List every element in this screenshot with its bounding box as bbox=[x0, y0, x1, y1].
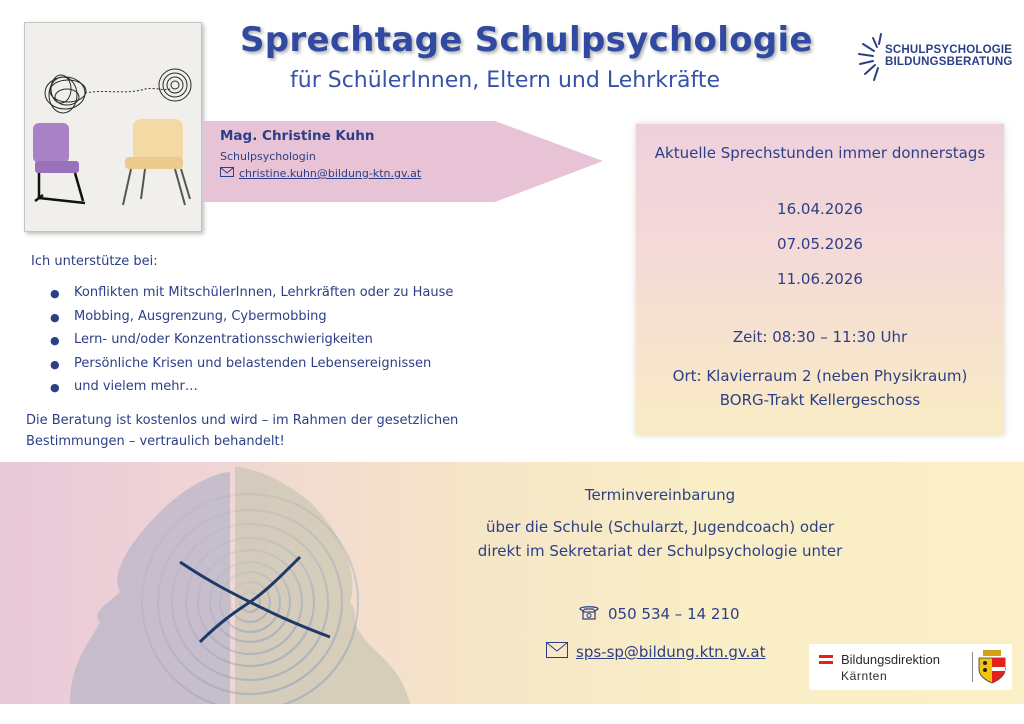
list-item bbox=[50, 285, 453, 309]
phone-number: 050 534 – 14 210 bbox=[608, 605, 740, 623]
date-item: 16.04.2026 bbox=[777, 200, 863, 218]
page-title: Sprechtage Schulpsychologie bbox=[240, 20, 813, 60]
list-item bbox=[50, 309, 453, 333]
telephone-icon bbox=[578, 604, 600, 624]
date-list bbox=[636, 200, 1004, 305]
bd-logo-line-2: Kärnten bbox=[841, 669, 888, 683]
sunburst-icon bbox=[855, 30, 887, 85]
schedule-time: Zeit: 08:30 – 11:30 Uhr bbox=[732, 328, 908, 346]
list-item-text: Lern- und/oder Konzentrationsschwierigkeiten bbox=[74, 332, 373, 347]
envelope-icon bbox=[546, 642, 568, 662]
appointment-title: Terminvereinbarung bbox=[584, 486, 736, 504]
contact-person bbox=[220, 128, 421, 180]
place-line-2: BORG-Trakt Kellergeschoss bbox=[719, 391, 921, 409]
logo-line-2: BILDUNGSBERATUNG bbox=[885, 56, 1013, 68]
bildungsdirektion-logo bbox=[809, 644, 1012, 690]
person-email-link[interactable]: christine.kuhn@bildung-ktn.gv.at bbox=[239, 167, 422, 180]
carinthia-crest-icon bbox=[977, 650, 1007, 684]
schedule-heading: Aktuelle Sprechstunden immer donnerstags bbox=[654, 144, 986, 162]
logo-line-1: SCHULPSYCHOLOGIE bbox=[885, 44, 1013, 56]
schedule-place bbox=[636, 364, 1004, 412]
list-item-text: Konflikten mit MitschülerInnen, Lehrkräften oder zu Hause bbox=[74, 285, 454, 300]
list-item bbox=[50, 379, 453, 403]
page-subtitle: für SchülerInnen, Eltern und Lehrkräfte bbox=[290, 68, 720, 93]
schulpsychologie-logo bbox=[855, 30, 1013, 85]
bullet-icon: ● bbox=[50, 287, 60, 300]
list-item bbox=[50, 332, 453, 356]
person-role: Schulpsychologin bbox=[220, 150, 316, 163]
envelope-icon bbox=[220, 167, 234, 180]
schedule-box bbox=[636, 124, 1004, 435]
appointment-line-1: über die Schule (Schularzt, Jugendcoach) oder bbox=[485, 518, 835, 536]
person-name: Mag. Christine Kuhn bbox=[220, 128, 375, 144]
bullet-icon: ● bbox=[50, 310, 60, 324]
list-item bbox=[50, 356, 453, 380]
date-item: 11.06.2026 bbox=[777, 270, 863, 288]
bd-logo-line-1: Bildungsdirektion bbox=[841, 652, 941, 667]
faces-illustration bbox=[30, 462, 430, 704]
austria-flag-icon bbox=[819, 655, 833, 664]
support-intro: Ich unterstütze bei: bbox=[31, 254, 158, 269]
appointment-email-link[interactable]: sps-sp@bildung.ktn.gv.at bbox=[576, 643, 766, 661]
confidentiality-note: Die Beratung ist kostenlos und wird – im Rahmen der gesetzlichen Bestimmungen – vertraulich behandelt! bbox=[26, 413, 459, 449]
email-contact bbox=[546, 642, 766, 662]
date-item: 07.05.2026 bbox=[777, 235, 863, 253]
list-item-text: Persönliche Krisen und belastenden Lebensereignissen bbox=[74, 355, 432, 371]
phone-contact bbox=[578, 604, 740, 624]
place-line-1: Ort: Klavierraum 2 (neben Physikraum) bbox=[672, 367, 968, 385]
chairs-illustration bbox=[24, 22, 202, 232]
appointment-info bbox=[440, 486, 880, 560]
list-item-text: Mobbing, Ausgrenzung, Cybermobbing bbox=[74, 308, 327, 324]
support-list bbox=[50, 285, 453, 403]
bullet-icon: ● bbox=[50, 334, 60, 347]
bullet-icon: ● bbox=[50, 381, 60, 394]
bd-logo-divider bbox=[972, 652, 973, 682]
list-item-text: und vielem mehr… bbox=[74, 379, 198, 394]
bullet-icon: ● bbox=[50, 357, 60, 371]
appointment-line-2: direkt im Sekretariat der Schulpsychologie unter bbox=[477, 542, 843, 560]
